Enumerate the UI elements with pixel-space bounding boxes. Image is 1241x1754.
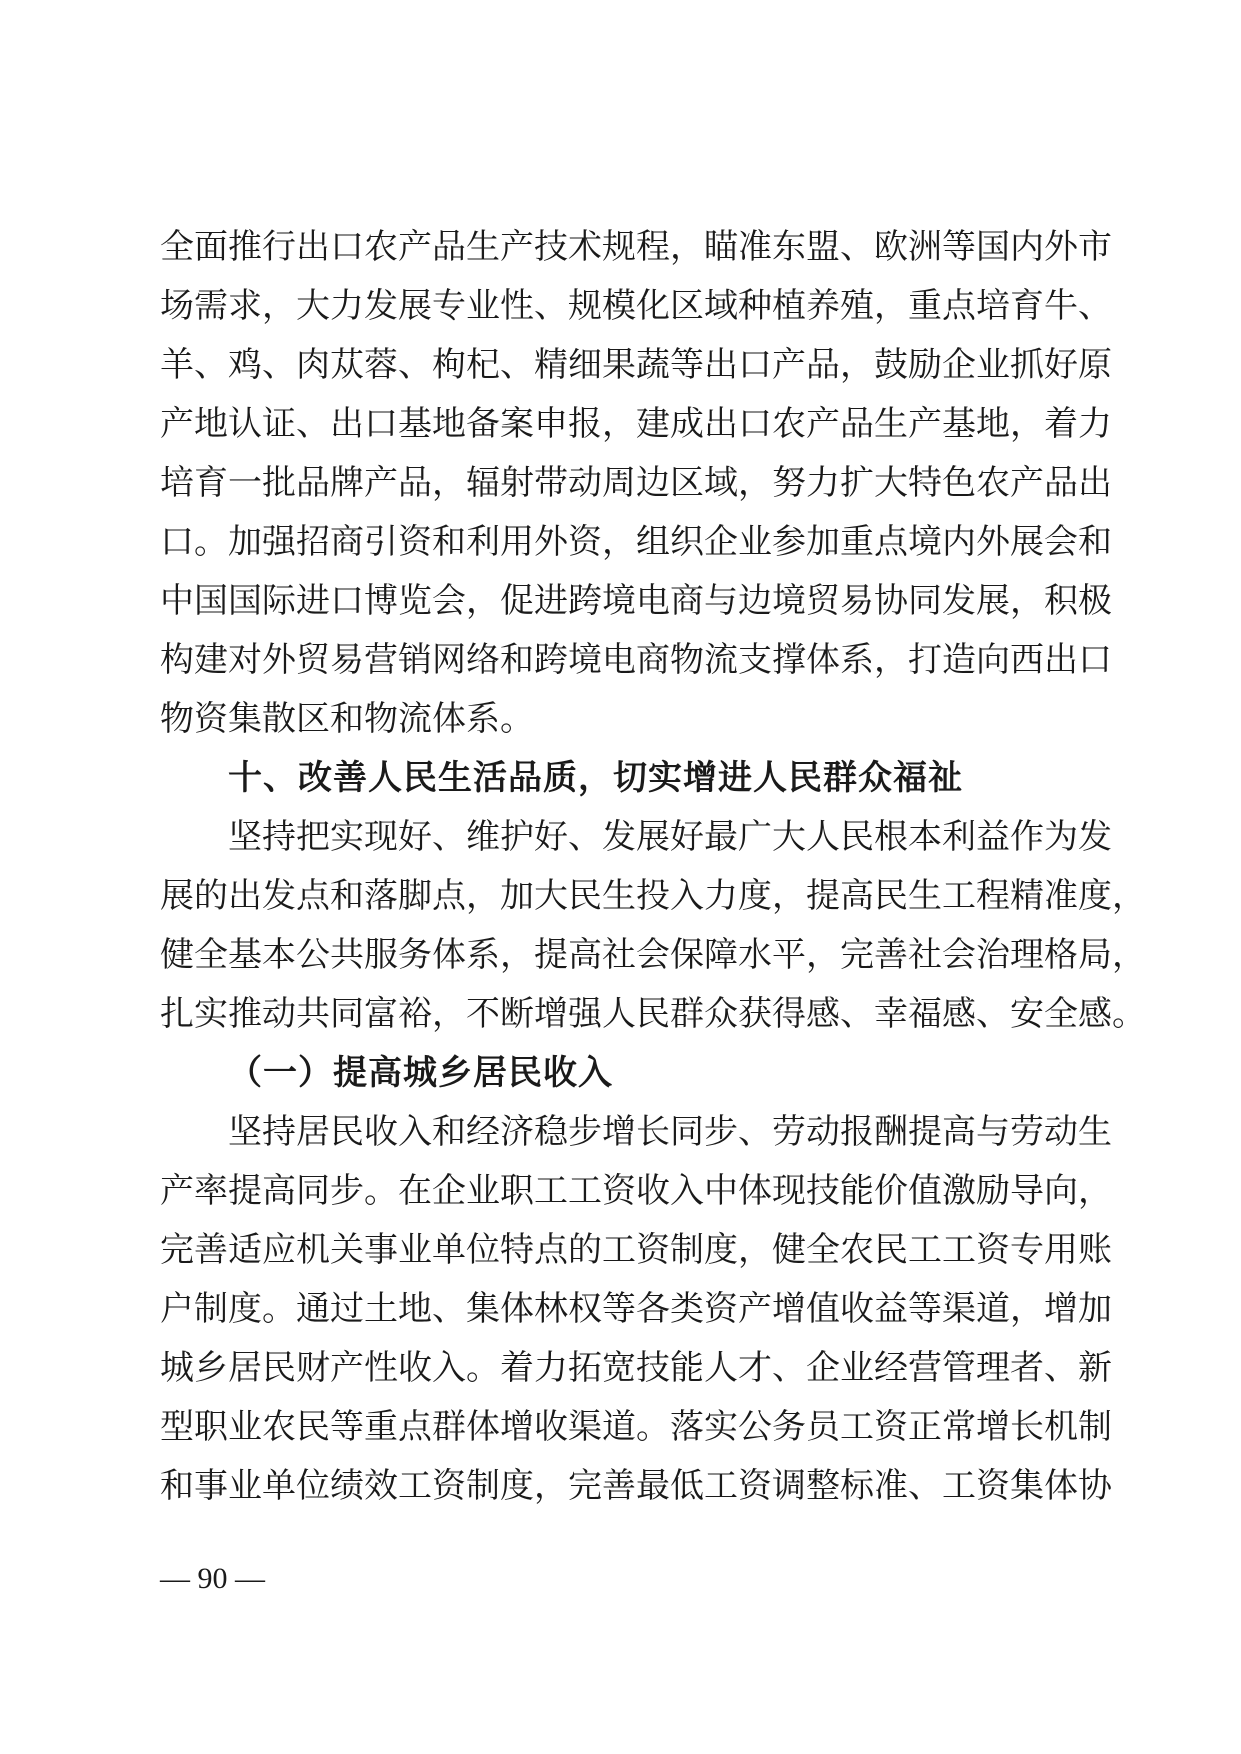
text-line: 口。加强招商引资和利用外资，组织企业参加重点境内外展会和 xyxy=(160,522,1112,562)
text-line: 羊、鸡、肉苁蓉、枸杞、精细果蔬等出口产品，鼓励企业抓好原 xyxy=(160,345,1112,385)
subsection-heading: （一）提高城乡居民收入 xyxy=(228,1053,613,1093)
text-line: 产地认证、出口基地备案申报，建成出口农产品生产基地，着力 xyxy=(160,404,1112,444)
text-line: 户制度。通过土地、集体林权等各类资产增值收益等渠道，增加 xyxy=(160,1289,1112,1329)
text-line: 坚持居民收入和经济稳步增长同步、劳动报酬提高与劳动生 xyxy=(228,1112,1112,1152)
text-line: 物资集散区和物流体系。 xyxy=(160,699,534,739)
text-line: 展的出发点和落脚点，加大民生投入力度，提高民生工程精准度， xyxy=(160,876,1146,916)
text-line: 全面推行出口农产品生产技术规程，瞄准东盟、欧洲等国内外市 xyxy=(160,227,1112,267)
text-line: 场需求，大力发展专业性、规模化区域种植养殖，重点培育牛、 xyxy=(160,286,1112,326)
text-line: 扎实推动共同富裕，不断增强人民群众获得感、幸福感、安全感。 xyxy=(160,994,1146,1034)
text-line: 城乡居民财产性收入。着力拓宽技能人才、企业经营管理者、新 xyxy=(160,1348,1112,1388)
page-number: — 90 — xyxy=(160,1562,265,1595)
text-line: 和事业单位绩效工资制度，完善最低工资调整标准、工资集体协 xyxy=(160,1466,1112,1506)
text-line: 完善适应机关事业单位特点的工资制度，健全农民工工资专用账 xyxy=(160,1230,1112,1270)
section-heading: 十、改善人民生活品质，切实增进人民群众福祉 xyxy=(228,758,963,798)
text-line: 健全基本公共服务体系，提高社会保障水平，完善社会治理格局， xyxy=(160,935,1146,975)
text-line: 构建对外贸易营销网络和跨境电商物流支撑体系，打造向西出口 xyxy=(160,640,1112,680)
text-line: 型职业农民等重点群体增收渠道。落实公务员工资正常增长机制 xyxy=(160,1407,1112,1447)
text-line: 坚持把实现好、维护好、发展好最广大人民根本利益作为发 xyxy=(228,817,1112,857)
text-line: 中国国际进口博览会，促进跨境电商与边境贸易协同发展，积极 xyxy=(160,581,1112,621)
text-line: 培育一批品牌产品，辐射带动周边区域，努力扩大特色农产品出 xyxy=(160,463,1112,503)
text-line: 产率提高同步。在企业职工工资收入中体现技能价值激励导向， xyxy=(160,1171,1112,1211)
